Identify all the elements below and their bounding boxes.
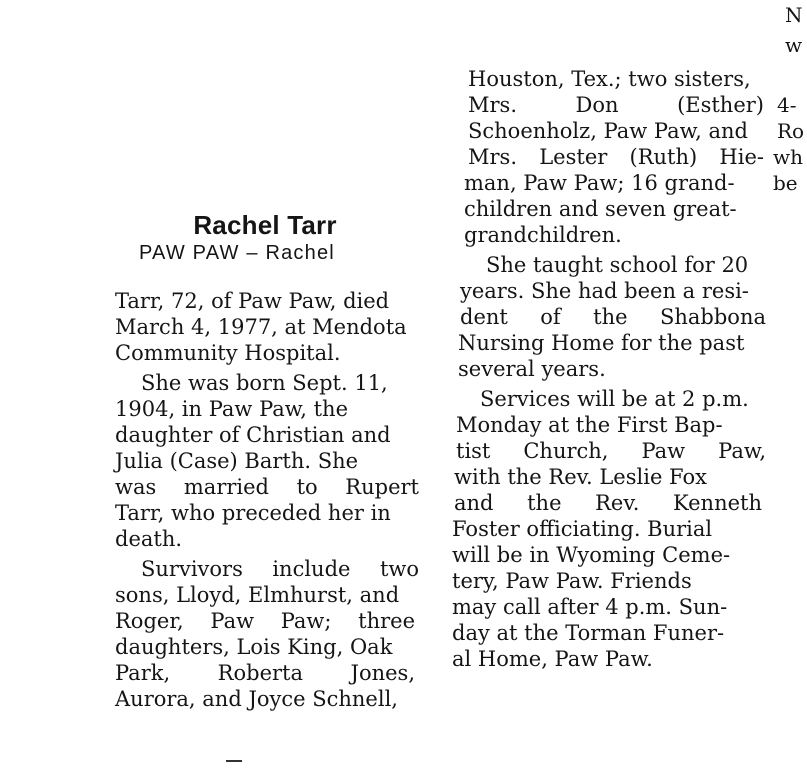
text-line: years. She had been a resi- [460, 279, 749, 303]
adjacent-column-fragment [773, 0, 807, 220]
text-line: Julia (Case) Barth. She [115, 449, 359, 473]
column-end-mark [226, 760, 242, 762]
text-line: daughters, Lois King, Oak [115, 635, 393, 659]
text-line: al Home, Paw Paw. [452, 647, 653, 671]
text-fragment: w [785, 33, 803, 57]
text-line: Foster officiating. Burial [452, 517, 713, 541]
text-line: may call after 4 p.m. Sun- [452, 595, 728, 619]
text-line: Mrs. Don (Esther) [468, 93, 764, 117]
text-line: Community Hospital. [115, 341, 341, 365]
text-line: death. [115, 527, 183, 551]
text-line: sons, Lloyd, Elmhurst, and [115, 583, 400, 607]
text-fragment: 4- [777, 93, 797, 117]
text-line: and the Rev. Kenneth [454, 491, 762, 515]
text-line: Houston, Tex.; two sisters, [468, 67, 751, 91]
text-line: Nursing Home for the past [458, 331, 745, 355]
obituary-column-left [115, 210, 425, 770]
text-line: She taught school for 20 [486, 253, 749, 277]
text-line: She was born Sept. 11, [141, 371, 388, 395]
text-line: several years. [458, 357, 606, 381]
text-line: Tarr, 72, of Paw Paw, died [115, 289, 390, 313]
text-line: tist Church, Paw Paw, [456, 439, 766, 463]
text-line: Aurora, and Joyce Schnell, [115, 687, 398, 711]
torn-edge [450, 716, 790, 740]
text-line: children and seven great- [464, 197, 737, 221]
text-line: daughter of Christian and [115, 423, 391, 447]
text-line: was married to Rupert [115, 475, 419, 499]
text-line: tery, Paw Paw. Friends [452, 569, 692, 593]
text-fragment: N [785, 3, 803, 27]
text-line: dent of the Shabbona [460, 305, 766, 329]
text-line: will be in Wyoming Ceme- [452, 543, 731, 567]
text-fragment: Ro [777, 119, 805, 143]
text-fragment: wh [773, 145, 803, 169]
text-line: Roger, Paw Paw; three [115, 609, 415, 633]
dateline: PAW PAW – Rachel [139, 242, 335, 264]
text-line: Tarr, who preceded her in [115, 501, 391, 525]
text-line: Schoenholz, Paw Paw, and [468, 119, 748, 143]
obituary-column-right [452, 66, 770, 746]
obituary-title: Rachel Tarr [193, 210, 337, 240]
text-line: March 4, 1977, at Mendota [115, 315, 407, 339]
text-line: Services will be at 2 p.m. [480, 387, 749, 411]
text-fragment: be [773, 171, 798, 195]
text-line: grandchildren. [464, 223, 622, 247]
text-line: man, Paw Paw; 16 grand- [464, 171, 735, 195]
text-line: day at the Torman Funer- [452, 621, 725, 645]
text-line: with the Rev. Leslie Fox [454, 465, 707, 489]
text-line: Monday at the First Bap- [456, 413, 723, 437]
text-line: 1904, in Paw Paw, the [115, 397, 348, 421]
text-line: Park, Roberta Jones, [115, 661, 415, 685]
text-line: Survivors include two [141, 557, 419, 581]
text-line: Mrs. Lester (Ruth) Hie- [468, 145, 764, 169]
